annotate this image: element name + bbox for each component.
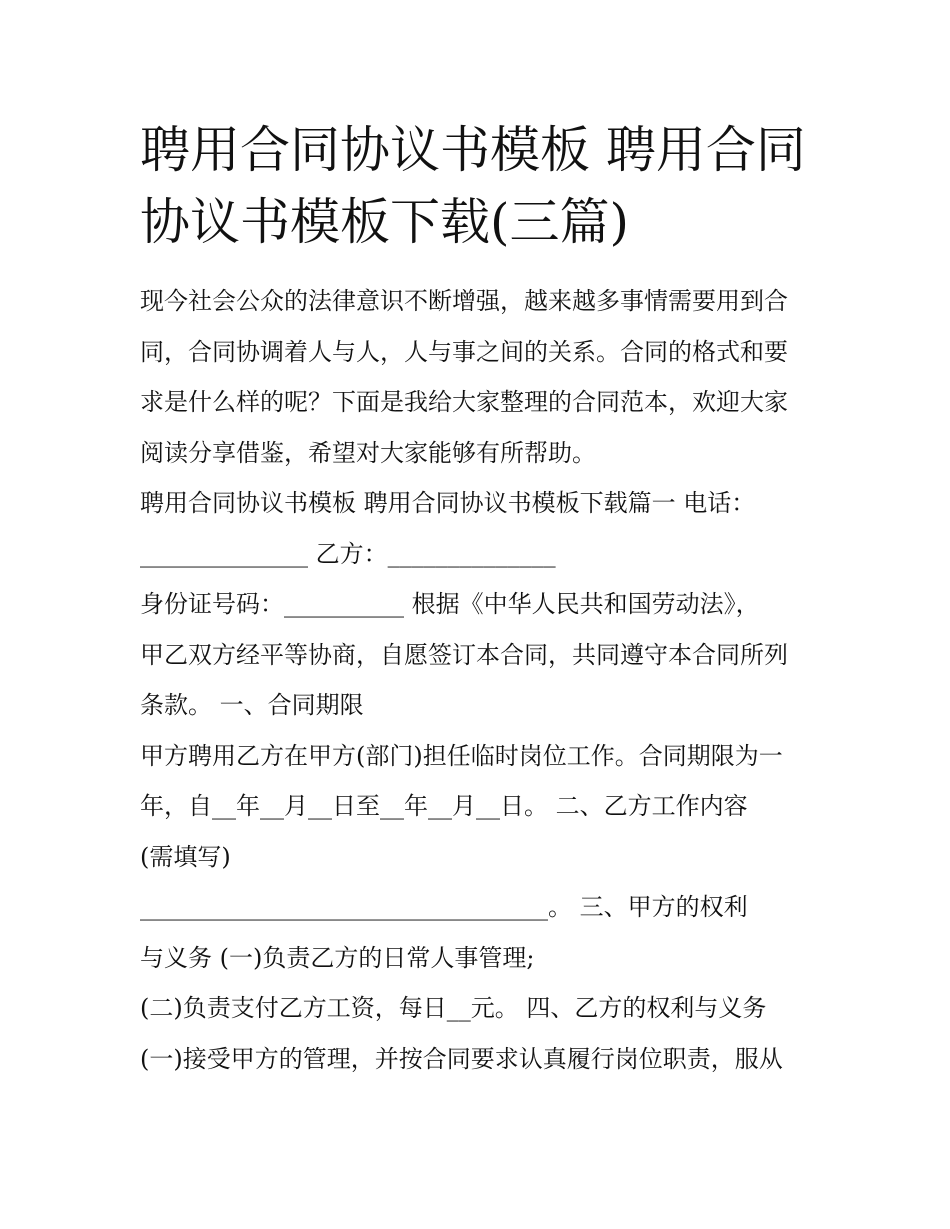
body-line-14: 与义务 (一)负责乙方的日常人事管理; [140, 943, 535, 972]
title-line-1: 聘用合同协议书模板 聘用合同 [140, 121, 806, 179]
document-title [140, 114, 820, 258]
body-line-11: 年，自__年__月__日至__年__月__日。 二、乙方工作内容 [140, 792, 748, 820]
body-line-10: 甲方聘用乙方在甲方(部门)担任临时岗位工作。合同期限为一 [140, 741, 783, 770]
body-line-6: ______________ 乙方：______________ [140, 539, 556, 568]
body-line-1: 现今社会公众的法律意识不断增强，越来越多事情需要用到合 [140, 287, 788, 315]
body-line-12: (需填写) [140, 842, 231, 871]
body-line-8: 甲乙双方经平等协商，自愿签订本合同，共同遵守本合同所列 [140, 640, 788, 669]
body-line-7: 身份证号码：__________ 根据《中华人民共和国劳动法》， [140, 590, 760, 618]
body-line-4: 阅读分享借鉴，希望对大家能够有所帮助。 [140, 438, 596, 467]
body-line-2: 同，合同协调着人与人，人与事之间的关系。合同的格式和要 [140, 337, 788, 366]
body-line-16: (一)接受甲方的管理，并按合同要求认真履行岗位职责，服从 [140, 1044, 783, 1073]
title-line-2: 协议书模板下载(三篇) [140, 193, 630, 251]
body-line-15: (二)负责支付乙方工资，每日__元。 四、乙方的权利与义务 [140, 994, 767, 1022]
body-line-5: 聘用合同协议书模板 聘用合同协议书模板下载篇一 电话： [140, 489, 756, 517]
document-body [140, 276, 830, 1084]
body-line-9: 条款。 一、合同期限 [140, 691, 364, 719]
body-line-13: __________________________________。 三、甲方的权利 [140, 893, 748, 921]
body-line-3: 求是什么样的呢？下面是我给大家整理的合同范本，欢迎大家 [140, 388, 788, 416]
